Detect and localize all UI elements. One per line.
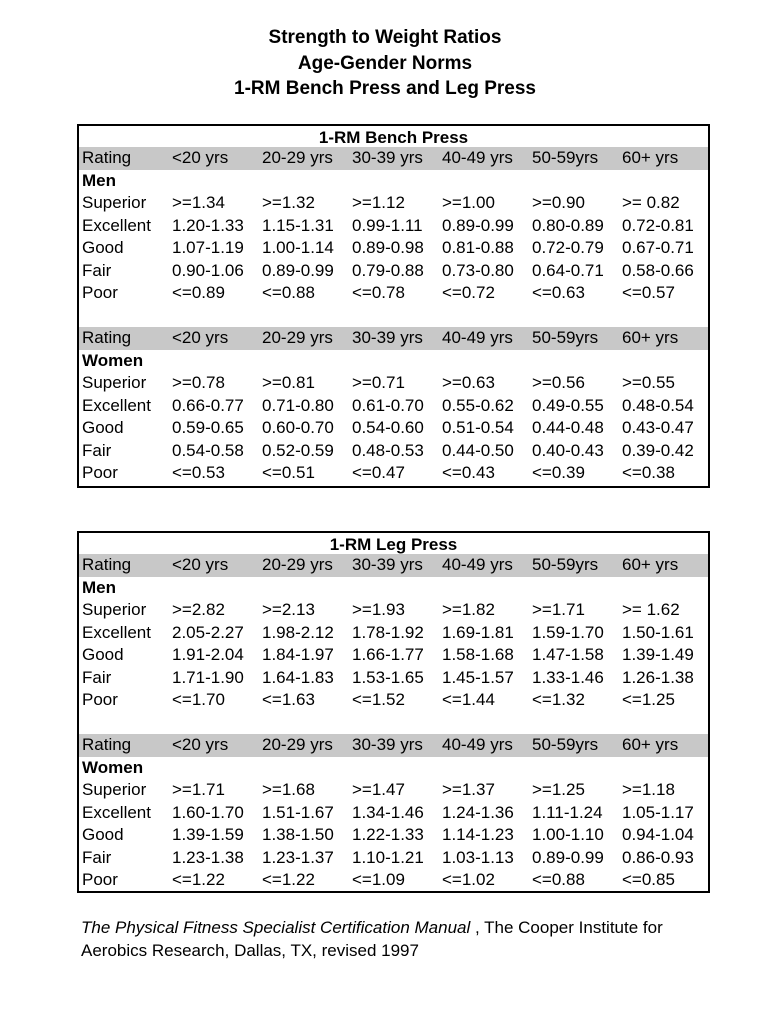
ratio-cell: 1.23-1.38 (172, 847, 244, 867)
ratio-cell: 0.99-1.11 (352, 215, 423, 235)
citation (81, 917, 721, 962)
men-label: Men (82, 577, 116, 597)
men-header-row (79, 554, 708, 577)
rating-cell: Good (82, 238, 124, 257)
table-title: 1-RM Leg Press (329, 535, 458, 554)
ratio-cell: 0.52-0.59 (262, 440, 334, 460)
rating-cell: Fair (82, 260, 112, 280)
age-column-header: 30-39 yrs (352, 735, 423, 754)
men-label-row (79, 577, 708, 600)
ratio-cell: 1.78-1.92 (352, 622, 424, 642)
ratio-cell: 0.89-0.99 (532, 847, 604, 867)
ratio-cell: <=0.85 (622, 870, 675, 889)
age-column-header: <20 yrs (172, 328, 229, 347)
title-line-2: Age-Gender Norms (297, 52, 473, 74)
ratio-cell: 0.43-0.47 (622, 418, 694, 437)
ratio-cell: <=0.63 (532, 283, 585, 302)
leg-press-table (77, 531, 710, 893)
ratio-cell: <=1.25 (622, 690, 675, 709)
table-row (79, 395, 708, 418)
ratio-cell: >=0.90 (532, 193, 585, 212)
table-row (79, 689, 708, 712)
table-row (79, 237, 708, 260)
ratio-cell: >=1.18 (622, 780, 675, 799)
ratio-cell: 1.53-1.65 (352, 667, 424, 687)
women-header-row (79, 327, 708, 350)
rating-cell: Fair (82, 667, 112, 687)
rating-cell: Poor (82, 690, 118, 709)
ratio-cell: 0.94-1.04 (622, 825, 694, 844)
age-column-header: 60+ yrs (622, 328, 679, 347)
table-row (79, 372, 708, 395)
ratio-cell: <=0.89 (172, 283, 225, 302)
age-column-header: 20-29 yrs (262, 148, 333, 167)
ratio-cell: >=0.55 (622, 373, 675, 392)
ratio-cell: <=1.44 (442, 690, 495, 709)
ratio-cell: >=1.34 (172, 193, 225, 212)
ratio-cell: 1.59-1.70 (532, 622, 604, 642)
men-label-row (79, 170, 708, 193)
rating-cell: Excellent (82, 395, 151, 415)
ratio-cell: 0.71-0.80 (262, 395, 334, 415)
age-column-header: 60+ yrs (622, 555, 679, 574)
age-column-header: 20-29 yrs (262, 735, 333, 754)
table-row (79, 869, 708, 892)
ratio-cell: 0.59-0.65 (172, 418, 244, 437)
ratio-cell: 0.54-0.58 (172, 440, 244, 460)
ratio-cell: >= 1.62 (622, 600, 680, 619)
ratio-cell: 0.40-0.43 (532, 440, 604, 460)
ratio-cell: 1.69-1.81 (442, 622, 514, 642)
rating-cell: Excellent (82, 215, 151, 235)
ratio-cell: >=1.37 (442, 780, 495, 799)
ratio-cell: >=1.82 (442, 600, 495, 619)
ratio-cell: <=1.22 (262, 870, 315, 889)
ratio-cell: 1.38-1.50 (262, 825, 334, 844)
age-column-header: 50-59yrs (532, 148, 599, 167)
ratio-cell: <=1.02 (442, 870, 495, 889)
ratio-cell: >=0.63 (442, 373, 495, 392)
rating-cell: Superior (82, 600, 147, 619)
women-header-row (79, 734, 708, 757)
ratio-cell: 1.33-1.46 (532, 667, 604, 687)
ratio-cell: <=1.52 (352, 690, 405, 709)
ratio-cell: <=0.57 (622, 283, 675, 302)
ratio-cell: 0.39-0.42 (622, 440, 694, 460)
ratio-cell: 1.03-1.13 (442, 847, 514, 867)
ratio-cell: 2.05-2.27 (172, 622, 244, 642)
ratio-cell: 0.89-0.99 (262, 260, 334, 280)
rating-cell: Poor (82, 463, 118, 482)
ratio-cell: <=0.39 (532, 463, 585, 482)
ratio-cell: >=1.12 (352, 193, 405, 212)
age-column-header: <20 yrs (172, 148, 229, 167)
table-row (79, 282, 708, 305)
ratio-cell: <=0.88 (262, 283, 315, 302)
table-row (79, 622, 708, 645)
citation-publisher: , The Cooper Institute for Aerobics Research, Dallas, TX, revised 1997 (81, 918, 663, 960)
ratio-cell: <=0.43 (442, 463, 495, 482)
age-column-header: 40-49 yrs (442, 148, 513, 167)
table-row (79, 847, 708, 870)
table-row (79, 440, 708, 463)
table-row (79, 667, 708, 690)
ratio-cell: 1.00-1.14 (262, 238, 334, 257)
ratio-cell: 0.67-0.71 (622, 238, 694, 257)
rating-cell: Excellent (82, 622, 151, 642)
rating-column-header: Rating (82, 555, 132, 574)
ratio-cell: 0.80-0.89 (532, 215, 604, 235)
ratio-cell: 0.49-0.55 (532, 395, 604, 415)
rating-cell: Poor (82, 870, 118, 889)
ratio-cell: <=1.22 (172, 870, 225, 889)
ratio-cell: <=0.53 (172, 463, 225, 482)
rating-cell: Fair (82, 440, 112, 460)
ratio-cell: >=1.93 (352, 600, 405, 619)
ratio-cell: 0.89-0.99 (442, 215, 514, 235)
table-row (79, 802, 708, 825)
ratio-cell: <=0.72 (442, 283, 495, 302)
citation-book-title: The Physical Fitness Specialist Certification Manual (81, 918, 471, 937)
age-column-header: 40-49 yrs (442, 735, 513, 754)
men-header-row (79, 147, 708, 170)
table-title: 1-RM Bench Press (318, 128, 469, 147)
ratio-cell: 1.98-2.12 (262, 622, 334, 642)
ratio-cell: 1.91-2.04 (172, 645, 244, 664)
ratio-cell: 0.86-0.93 (622, 847, 694, 867)
age-column-header: 60+ yrs (622, 735, 679, 754)
ratio-cell: 0.66-0.77 (172, 395, 244, 415)
women-label-row (79, 350, 708, 373)
ratio-cell: 0.54-0.60 (352, 418, 424, 437)
rating-column-header: Rating (82, 735, 132, 754)
ratio-cell: >=2.13 (262, 600, 315, 619)
ratio-cell: 0.60-0.70 (262, 418, 334, 437)
ratio-cell: 1.20-1.33 (172, 215, 244, 235)
ratio-cell: >=1.32 (262, 193, 315, 212)
table-row (79, 462, 708, 485)
ratio-cell: <=1.70 (172, 690, 225, 709)
men-label: Men (82, 170, 116, 190)
ratio-cell: >=1.25 (532, 780, 585, 799)
table-row (79, 260, 708, 283)
table-row (79, 779, 708, 802)
table-row (79, 599, 708, 622)
ratio-cell: 0.90-1.06 (172, 260, 244, 280)
ratio-cell: <=0.47 (352, 463, 405, 482)
rating-cell: Good (82, 645, 124, 664)
ratio-cell: 1.23-1.37 (262, 847, 334, 867)
women-label: Women (82, 757, 144, 777)
ratio-cell: 1.10-1.21 (352, 847, 424, 867)
ratio-cell: 0.51-0.54 (442, 418, 514, 437)
age-column-header: 50-59yrs (532, 328, 599, 347)
ratio-cell: 1.51-1.67 (262, 802, 334, 822)
age-column-header: 40-49 yrs (442, 328, 513, 347)
rating-cell: Superior (82, 373, 147, 392)
ratio-cell: >=2.82 (172, 600, 225, 619)
ratio-cell: >=1.71 (532, 600, 585, 619)
ratio-cell: >=0.81 (262, 373, 315, 392)
ratio-cell: 0.55-0.62 (442, 395, 514, 415)
age-column-header: 30-39 yrs (352, 148, 423, 167)
rating-cell: Superior (82, 193, 147, 212)
women-label: Women (82, 350, 144, 370)
ratio-cell: 0.79-0.88 (352, 260, 424, 280)
age-column-header: 50-59yrs (532, 735, 599, 754)
age-column-header: 50-59yrs (532, 555, 599, 574)
ratio-cell: >=1.68 (262, 780, 315, 799)
ratio-cell: >=0.78 (172, 373, 225, 392)
ratio-cell: 1.84-1.97 (262, 645, 334, 664)
ratio-cell: 1.00-1.10 (532, 825, 604, 844)
ratio-cell: 1.34-1.46 (352, 802, 424, 822)
ratio-cell: 1.45-1.57 (442, 667, 514, 687)
age-column-header: 60+ yrs (622, 148, 679, 167)
age-column-header: 20-29 yrs (262, 328, 333, 347)
ratio-cell: <=0.78 (352, 283, 405, 302)
ratio-cell: 0.58-0.66 (622, 260, 694, 280)
ratio-cell: 0.44-0.48 (532, 418, 604, 437)
ratio-cell: 1.15-1.31 (262, 215, 334, 235)
document-title (0, 25, 770, 102)
ratio-cell: <=0.51 (262, 463, 315, 482)
age-column-header: <20 yrs (172, 735, 229, 754)
ratio-cell: 0.72-0.81 (622, 215, 694, 235)
bench-press-table (77, 124, 710, 488)
ratio-cell: 0.81-0.88 (442, 238, 514, 257)
ratio-cell: 1.05-1.17 (622, 802, 694, 822)
ratio-cell: 1.07-1.19 (172, 238, 244, 257)
rating-cell: Fair (82, 847, 112, 867)
table-row (79, 824, 708, 847)
women-label-row (79, 757, 708, 780)
ratio-cell: 1.11-1.24 (532, 802, 603, 822)
rating-cell: Excellent (82, 802, 151, 822)
ratio-cell: 1.26-1.38 (622, 667, 694, 687)
ratio-cell: 0.44-0.50 (442, 440, 514, 460)
age-column-header: <20 yrs (172, 555, 229, 574)
ratio-cell: 0.73-0.80 (442, 260, 514, 280)
ratio-cell: 1.66-1.77 (352, 645, 424, 664)
ratio-cell: 0.48-0.54 (622, 395, 694, 415)
ratio-cell: 1.22-1.33 (352, 825, 424, 844)
ratio-cell: >= 0.82 (622, 193, 680, 212)
ratio-cell: 0.48-0.53 (352, 440, 424, 460)
ratio-cell: 1.14-1.23 (442, 825, 514, 844)
title-line-1: Strength to Weight Ratios (268, 27, 502, 48)
table-row (79, 192, 708, 215)
ratio-cell: >=1.00 (442, 193, 495, 212)
ratio-cell: 1.71-1.90 (172, 667, 244, 687)
ratio-cell: 0.89-0.98 (352, 238, 424, 257)
age-column-header: 30-39 yrs (352, 555, 423, 574)
rating-column-header: Rating (82, 148, 132, 167)
table-row (79, 644, 708, 667)
ratio-cell: >=0.56 (532, 373, 585, 392)
age-column-header: 20-29 yrs (262, 555, 333, 574)
rating-column-header: Rating (82, 328, 132, 347)
ratio-cell: 0.64-0.71 (532, 260, 604, 280)
rating-cell: Good (82, 418, 124, 437)
ratio-cell: 1.50-1.61 (622, 622, 694, 642)
ratio-cell: >=1.71 (172, 780, 225, 799)
ratio-cell: 1.39-1.49 (622, 645, 694, 664)
table-row (79, 215, 708, 238)
ratio-cell: <=0.38 (622, 463, 675, 482)
rating-cell: Superior (82, 780, 147, 799)
ratio-cell: >=0.71 (352, 373, 405, 392)
age-column-header: 40-49 yrs (442, 555, 513, 574)
age-column-header: 30-39 yrs (352, 328, 423, 347)
ratio-cell: >=1.47 (352, 780, 405, 799)
ratio-cell: 1.60-1.70 (172, 802, 244, 822)
ratio-cell: 0.61-0.70 (352, 395, 424, 415)
ratio-cell: 1.47-1.58 (532, 645, 604, 664)
ratio-cell: <=0.88 (532, 870, 585, 889)
ratio-cell: 0.72-0.79 (532, 238, 604, 257)
ratio-cell: <=1.63 (262, 690, 315, 709)
ratio-cell: <=1.32 (532, 690, 585, 709)
ratio-cell: 1.58-1.68 (442, 645, 514, 664)
ratio-cell: <=1.09 (352, 870, 405, 889)
title-line-3: 1-RM Bench Press and Leg Press (234, 78, 536, 99)
ratio-cell: 1.24-1.36 (442, 802, 514, 822)
ratio-cell: 1.64-1.83 (262, 667, 334, 687)
rating-cell: Poor (82, 283, 118, 302)
ratio-cell: 1.39-1.59 (172, 825, 244, 844)
rating-cell: Good (82, 825, 124, 844)
table-row (79, 417, 708, 440)
